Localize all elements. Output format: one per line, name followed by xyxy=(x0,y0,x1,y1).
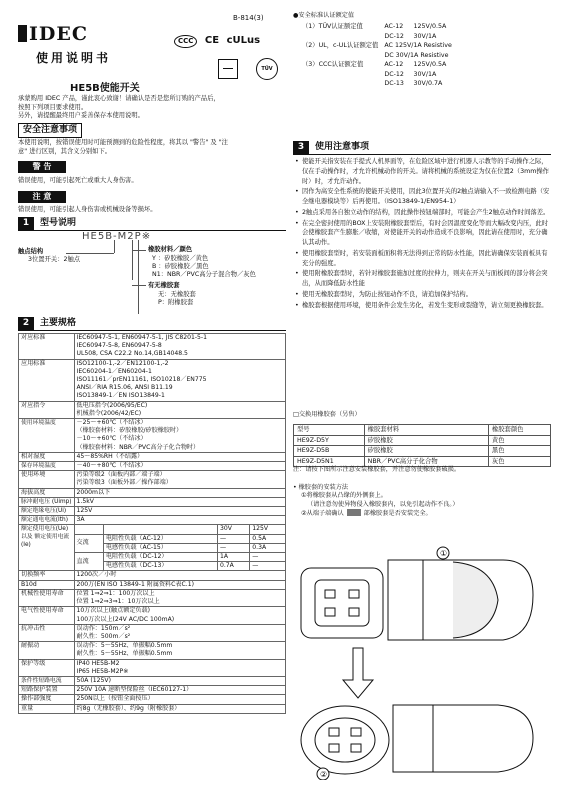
spec-label: 应用标准 xyxy=(19,359,75,401)
spec-label: 抗冲击性 xyxy=(19,624,75,641)
note-item: • 使用橡胶套型时，若安装面板面积将无法得到正常的防水性能，因此请确保安装面板具有充分的强度。 xyxy=(293,249,551,269)
spec-label: 使用环境 xyxy=(19,471,75,488)
contact-title: 触点结构 xyxy=(18,248,44,255)
note-item: • 2触点采用各自独立动作的结构，因此操作按钮端部时，可能会产生2触点动作时间落差。 xyxy=(293,208,551,218)
section1-header: 1 型号说明 xyxy=(18,217,286,231)
color-option: B ：矽胶橡胶／黑色 xyxy=(152,263,209,270)
switch-bottom-icon xyxy=(301,705,533,774)
install-diagram xyxy=(293,540,551,780)
gasket-table: 型号 橡胶套材料 橡胶套颜色 HE9Z-D5Y 矽胶橡胶 黄色 HE9Z-D5B 矽胶橡胶 黑色 HE9Z-D5N1 NBR／PVC高分子化合物 灰色 xyxy=(293,424,551,467)
switch-body-icon xyxy=(388,560,533,640)
connector-line xyxy=(138,240,139,314)
spec-label: 对应指令 xyxy=(19,401,75,418)
note-item: • 因作为高安全性系统的使能开关使用，因此3位置开关的2触点请输入不一致检测电路（安全继电器模块等）后再使用。（ISO13849-1/EN954-1） xyxy=(293,187,551,207)
spec-label: 保存环境温度 xyxy=(19,462,75,471)
section2-header: 2 主要规格 xyxy=(18,317,286,331)
caution-badge: 注 意 xyxy=(18,191,66,203)
boot-option: P：附橡胶套 xyxy=(158,299,194,306)
warning-text: 错误使用，可能引起死亡或重大人身伤害。 xyxy=(18,177,138,184)
boot-option: 无：无橡胶套 xyxy=(158,291,196,298)
spec-label: 对应标准 xyxy=(19,334,75,360)
cert-values-title: ●安全标准认证额定值 xyxy=(293,12,355,19)
note-item: • 使用无橡胶套型时，为防止按钮动作不良，请追加保护结构。 xyxy=(293,290,551,300)
spec-label: 使用环境温度 xyxy=(19,419,75,453)
culus-mark-icon: cULus xyxy=(226,35,261,46)
spec-label: 耐振动 xyxy=(19,642,75,659)
rating-label: 额定使用电压(Ue) 以及 额定使用电流(Ie) xyxy=(19,525,75,571)
connector-line xyxy=(132,285,146,286)
boot-title: 有无橡胶套 xyxy=(148,282,180,289)
step1-mark: ① xyxy=(440,549,448,558)
connector-line xyxy=(132,250,146,251)
gray-swatch-icon xyxy=(347,509,361,516)
usage-notes xyxy=(293,157,551,311)
spec-label: 额定绝缘电压(Ui) xyxy=(19,507,75,516)
switch-symbol-icon xyxy=(218,59,238,79)
spec-label: 条件性短路电流 xyxy=(19,676,75,685)
spec-label: 切换频率 xyxy=(19,571,75,580)
spec-label: 相对湿度 xyxy=(19,452,75,461)
install-steps: • 橡胶套的安装方法 ①将橡胶套从凸缘的外侧套上。 （请注意勿使异物侵入橡胶套内，以免引起动作不良。） ②从端子端确认 部橡胶套是否安装完全。 xyxy=(293,484,459,518)
cert-values: ●安全标准认证额定值 （1）TÜV认证额定值 AC-12 125V/0.5A DC-12 30V/1A （2）UL，c-UL认证额定值 AC 125V/1A Resistive DC 30V/1A Resistive （3）CCC认证额定值 AC-12 125V/0.5A DC-12 30V/1A DC-13 30V/0.7A xyxy=(293,12,551,89)
note-item: • 使用附橡胶套型时，若针对橡胶套施加过度的拉伸力，则夹在开关与面板间的部分将会突出，从而降低防水性能 xyxy=(293,269,551,289)
spec-label: 保护等级 xyxy=(19,659,75,676)
safety-header: 安全注意事项 xyxy=(18,123,82,138)
document-title: 使用说明书 xyxy=(36,51,112,65)
color-title: 橡胶材料／颜色 xyxy=(148,246,193,253)
idec-logo: IDEC xyxy=(18,22,88,48)
note-item: • 橡胶套根据使用环境，使用条件会发生劣化，若发生变形或裂缝等，请立刻更换橡胶套。 xyxy=(293,301,551,311)
color-option: N1：NBR／PVC高分子混合物／灰色 xyxy=(152,271,256,278)
note-item: • 在完全密封使用的BOX上安装附橡胶套型后，有时会因温度变化等而大幅改变内压，此时会使橡胶套产生膨胀／收缩，对使能开关的动作造成不良影响，因此请在使用时，充分确认其动作。 xyxy=(293,219,551,248)
gasket-title: □交换用橡胶套（另售） xyxy=(293,411,361,418)
spec-label: 电气性使用寿命 xyxy=(19,607,75,624)
ce-mark-icon: CE xyxy=(204,35,220,46)
spec-label: 机械性使用寿命 xyxy=(19,589,75,606)
step2-mark: ② xyxy=(320,770,328,779)
spec-label: 海拔高度 xyxy=(19,488,75,497)
section3-header: 3 使用注意事项 xyxy=(293,141,551,155)
tuv-mark-icon: TÜV xyxy=(256,58,278,80)
contact-value: 3位置开关：2触点 xyxy=(28,256,81,263)
color-option: Y ：矽胶橡胶／黄色 xyxy=(152,255,209,262)
gasket-note: 注：请按下图所示注意安装橡胶套，并注意勿使橡胶套破损。 xyxy=(293,466,461,473)
spec-label: 重量 xyxy=(19,704,75,713)
spec-table: 对应标准 IEC60947-5-1, EN60947-5-1, JIS C8201-5-1 IEC60947-5-8, EN60947-5-8 UL508, CSA C22.2 No.14,GB14048.5 应用标准 ISO12100-1,-2／EN12100-1,-2 IEC60204-1／EN60204-1 ISO11161／prEN11161, ISO10218／EN775 ANSI／RIA R15.06, ANSI B11.19 ISO13849-1／EN ISO13849-1 对应指令 低电压指令(2006/95/EC) 机械指令(2006/42/EC) 使用环境温度 －25〜+60℃（不结冰） （橡胶套材料：矽胶橡胶/矽胶橡胶时） －10〜+60℃（不结冰） （橡胶套材料：NBR／PVC高分子化合物时） 相对湿度 45〜85%RH（不结露） 保存环境温度 －40〜+80℃（不结冰） 使用环境 污染等级2（面板内部／端子端） 污染等级3（面板外部／操作部端） 海拔高度 2000m以下 脉冲耐电压 (Uimp) 1.5kV 额定绝缘电压(Ui) 125V 额定通电电流(Ith) 3A 额定使用电压(Ue) 以及 额定使用电流(Ie) 30V 125V 交流 电阻性负载（AC-12） — 0.5A 电感性负载（AC-15） — 0.3A 直流 电阻性负载（DC-12） 1A — 电感性负载（DC-13） 0.7A — 切换频率 1200次／小时 B10d 200万(EN ISO 13849-1 附属资料C表C.1) 机械性使用寿命 位置 1⇒2⇒1：100万次以上 位置 1⇒2⇒3⇒1：10万次以上 电气性使用寿命 10万次以上(触点额定负载) 100万次以上(24V AC/DC 100mA) 抗冲击性 误动作：150m／s² 耐久性：500m／s² 耐振动 误动作：5〜55Hz、单振幅0.5mm 耐久性：5〜55Hz、单振幅0.5mm 保护等级 IP40 HE5B-M2 IP65 HE5B-M2P※ 条件性短路电流 50A (125V) 短路保护装置 250V 10A 速断型保险丝（IEC60127-1） 操作部强度 250N以上（按钮全面按压） 重量 约8g（无橡胶套）、约9g（附橡胶套） xyxy=(18,333,286,714)
spec-label: 额定通电电流(Ith) xyxy=(19,516,75,525)
connector-line xyxy=(114,240,115,253)
product-name: HE5B使能开关 xyxy=(70,83,140,94)
spec-label: 操作部强度 xyxy=(19,695,75,704)
ccc-mark-icon: CCC xyxy=(174,35,197,48)
down-arrow-icon xyxy=(343,648,373,698)
spec-label: 脉冲耐电压 (Uimp) xyxy=(19,497,75,506)
caution-text: 错误使用，可能引起人身伤害或机械设备等损坏。 xyxy=(18,206,157,213)
doc-id: B-814(3) xyxy=(233,14,264,22)
model-code: HE5B-M2P※ xyxy=(82,231,152,242)
intro-text: 承蒙购用 IDEC 产品，谨此衷心致谢！请确认是否是您所订购的产品后， 按照下列项目要求使用。 另外，请提醒最终用户妥善保存本使用说明。 xyxy=(18,95,220,119)
spec-label: B10d xyxy=(19,580,75,589)
certification-marks xyxy=(174,34,264,48)
connector-line xyxy=(66,253,114,254)
switch-front-icon xyxy=(301,568,383,638)
warning-badge: 警 告 xyxy=(18,161,66,173)
note-item: • 使能开关指安装在手提式人机界面等，在危险区域中进行机器人示教等的手动操作之际，仅在手动操作时，才允许机械动作的开关。请将机械的系统设定为仅在位置2（3mm操作时）时，才允许动作。 xyxy=(293,157,551,186)
connector-line xyxy=(132,240,133,280)
safety-text: 本使用说明，按错误使用时可能预测到的危险性程度，将其以 "警告" 及 "注 意" 进行区别，其含义分别如下。 xyxy=(18,139,228,155)
spec-label: 短路保护装置 xyxy=(19,686,75,695)
